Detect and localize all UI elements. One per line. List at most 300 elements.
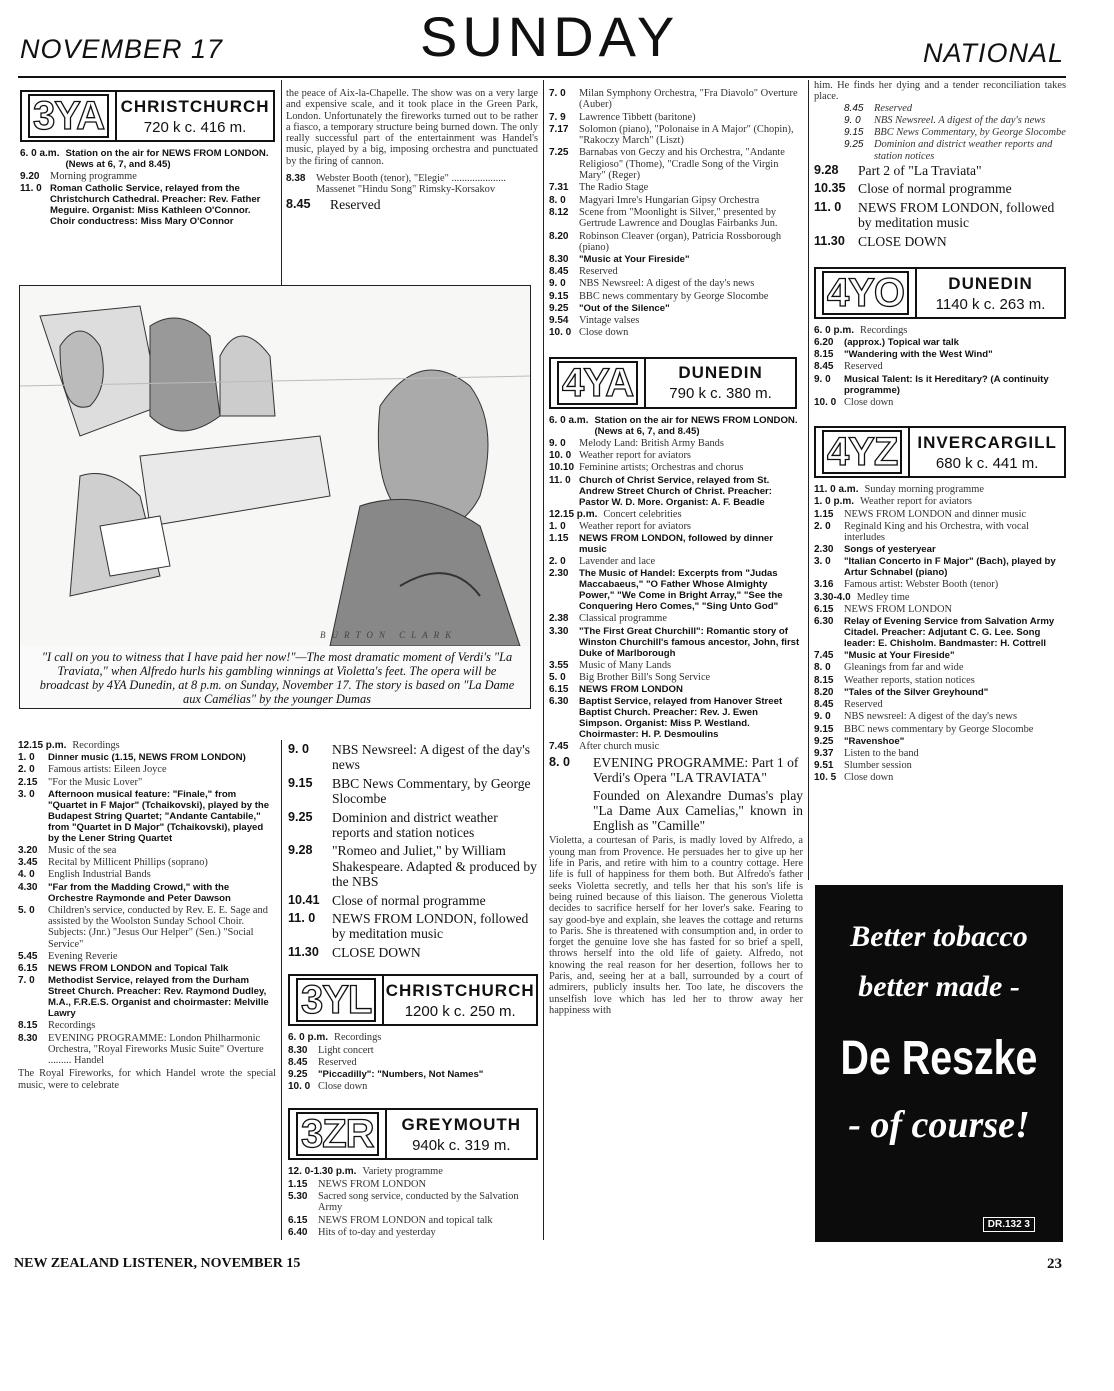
program-item bbox=[814, 748, 1066, 759]
program-time: 9.15 bbox=[288, 775, 313, 790]
program-item bbox=[288, 1045, 538, 1056]
program-time: 3.45 bbox=[18, 857, 38, 869]
program-time: 1. 0 bbox=[549, 520, 566, 532]
program-description: Vintage valses bbox=[579, 315, 640, 327]
program-description: Light concert bbox=[318, 1044, 374, 1056]
program-description: Station on the air for NEWS FROM LONDON. (News at 6, 7, and 8.45) bbox=[65, 148, 269, 170]
program-item bbox=[288, 1179, 538, 1190]
program-item bbox=[549, 509, 803, 520]
program-description: Recordings bbox=[48, 1020, 96, 1032]
program-time: 5. 0 bbox=[549, 672, 566, 684]
program-time: 8.45 bbox=[286, 196, 311, 211]
program-item bbox=[814, 662, 1066, 673]
program-description: Variety programme bbox=[362, 1166, 443, 1178]
evening-programme-4ya: 8. 0 EVENING PROGRAMME: Part 1 of Verdi's Opera "LA TRAVIATA" bbox=[549, 754, 799, 786]
program-item bbox=[814, 361, 1066, 372]
column-divider bbox=[281, 80, 282, 286]
program-description: Melody Land: British Army Bands bbox=[579, 437, 724, 449]
program-description: Church of Christ Service, relayed from St. Andrew Street Church of Christ. Preacher: Pastor W. D. More. Organist: A. F. Beadle bbox=[579, 474, 772, 508]
program-description: "Music at Your Fireside" bbox=[579, 254, 690, 266]
program-description: Solomon (piano), "Polonaise in A Major" (Chopin), "Rakoczy March" (Liszt) bbox=[579, 123, 794, 147]
program-item bbox=[20, 148, 275, 170]
program-item bbox=[20, 171, 275, 182]
illustration-signature: BURTON CLARK bbox=[320, 630, 458, 640]
program-time: 1. 0 p.m. bbox=[814, 496, 855, 508]
program-time: 10. 0 bbox=[549, 327, 572, 339]
program-time: 8.15 bbox=[18, 1020, 38, 1032]
station-city: DUNEDIN bbox=[948, 273, 1033, 293]
program-description: Methodist Service, relayed from the Durham Street Church. Preacher: Rev. Raymond Dudley, M.A., F.R.E.S. Organist and choirmaster: Melville Lawry bbox=[48, 975, 269, 1020]
program-time: 9.54 bbox=[549, 315, 569, 327]
program-item bbox=[549, 696, 803, 740]
program-item bbox=[18, 845, 276, 856]
program-time: 9.15 bbox=[814, 723, 834, 735]
column-4yo-4yz bbox=[814, 80, 1066, 880]
program-time: 2. 0 bbox=[549, 556, 566, 568]
program-description: After church music bbox=[579, 741, 660, 753]
program-time: 8.30 bbox=[18, 1032, 38, 1044]
program-item bbox=[18, 777, 276, 788]
program-time: 3.30 bbox=[549, 625, 569, 637]
program-time: 7.45 bbox=[814, 650, 834, 662]
program-description: Station on the air for NEWS FROM LONDON. (News at 6, 7, and 8.45) bbox=[594, 414, 798, 437]
page-day: SUNDAY bbox=[420, 5, 680, 68]
program-description: BBC News Commentary, by George Slocombe bbox=[332, 775, 531, 807]
program-item bbox=[814, 200, 1066, 231]
program-item bbox=[814, 521, 1066, 544]
program-list bbox=[814, 163, 1066, 249]
program-item bbox=[288, 1191, 538, 1214]
program-time: 2.30 bbox=[814, 544, 834, 556]
program-time: 2. 0 bbox=[814, 520, 831, 532]
program-description: NEWS FROM LONDON bbox=[844, 604, 952, 616]
program-item bbox=[549, 684, 803, 695]
program-time: 10.35 bbox=[814, 181, 846, 196]
station-banner-3zr bbox=[288, 1108, 538, 1160]
program-item bbox=[549, 475, 803, 508]
program-time: 9. 0 bbox=[549, 437, 566, 449]
program-item bbox=[814, 616, 1066, 649]
program-description: Barnabas von Geczy and his Orchestra, "Andante Religioso" (Thome), "Cradle Song of the Virgin Mary" (Reger) bbox=[579, 147, 785, 182]
program-time: 6.30 bbox=[549, 696, 569, 708]
program-time: 6.15 bbox=[18, 963, 38, 975]
program-list bbox=[286, 173, 538, 212]
program-item bbox=[549, 462, 803, 473]
program-item bbox=[18, 752, 276, 763]
program-description: Lavender and lace bbox=[579, 556, 656, 568]
program-description: BBC news commentary by George Slocombe bbox=[579, 290, 769, 302]
program-description: Hits of to-day and yesterday bbox=[318, 1226, 436, 1238]
program-item bbox=[549, 147, 803, 181]
program-description: English Industrial Bands bbox=[48, 869, 151, 881]
station-banner-4yz bbox=[814, 426, 1066, 478]
program-list bbox=[288, 1166, 538, 1238]
program-item bbox=[814, 556, 1066, 578]
program-description: Baptist Service, relayed from Hanover Street Baptist Church. Preacher: Rev. J. Ewen Simpson. Organist: Miss P. Westland. Choirmaster: H. P. Desmoulins bbox=[579, 696, 783, 741]
program-item bbox=[549, 450, 803, 461]
program-description: Part 2 of "La Traviata" bbox=[858, 163, 982, 179]
program-description: Close down bbox=[579, 327, 629, 339]
program-description: Gleanings from far and wide bbox=[844, 662, 964, 674]
program-item bbox=[549, 195, 803, 206]
program-time: 2.38 bbox=[549, 613, 569, 625]
program-time: 11. 0 bbox=[288, 911, 316, 926]
program-description: Listen to the band bbox=[844, 747, 919, 759]
program-time: 8.45 bbox=[814, 698, 834, 710]
column-divider bbox=[808, 80, 809, 880]
program-description: NBS Newsreel. A digest of the day's news bbox=[874, 114, 1046, 126]
program-item bbox=[814, 579, 1066, 590]
traviata-story-end: him. He finds her dying and a tender reconciliation takes place. bbox=[814, 80, 1066, 103]
program-item bbox=[814, 397, 1066, 408]
program-time: 9.25 bbox=[288, 1069, 308, 1081]
program-description: "Out of the Silence" bbox=[579, 303, 670, 315]
program-item bbox=[18, 869, 276, 880]
column-3ya-continued bbox=[286, 88, 538, 286]
program-description: Recordings bbox=[334, 1032, 382, 1044]
program-time: 11. 0 a.m. bbox=[814, 484, 859, 495]
program-description: Recordings bbox=[72, 740, 120, 751]
program-list bbox=[18, 740, 276, 1066]
program-time: 9. 0 bbox=[549, 278, 566, 290]
callsign: 4YZ bbox=[816, 428, 908, 476]
program-item bbox=[288, 843, 538, 889]
program-item bbox=[18, 1020, 276, 1031]
program-description: Close of normal programme bbox=[858, 181, 1012, 197]
column-divider bbox=[543, 80, 544, 1240]
program-description: "Piccadilly": "Numbers, Not Names" bbox=[318, 1069, 484, 1081]
program-item bbox=[286, 197, 538, 212]
program-time: 9.25 bbox=[844, 139, 864, 151]
program-description: Dinner music (1.15, NEWS FROM LONDON) bbox=[48, 752, 246, 764]
program-time: 5.45 bbox=[18, 950, 38, 962]
program-item bbox=[814, 699, 1066, 710]
program-description: Close down bbox=[844, 396, 894, 408]
program-description: Music of the sea bbox=[48, 844, 117, 856]
program-time: 7. 0 bbox=[549, 88, 566, 99]
program-item bbox=[549, 112, 803, 123]
program-time: 6. 0 p.m. bbox=[814, 325, 855, 337]
program-description: Weather report for aviators bbox=[579, 520, 691, 532]
program-description: Music of Many Lands bbox=[579, 659, 672, 671]
program-time: 12.15 p.m. bbox=[18, 740, 67, 751]
program-description: Musical Talent: Is it Hereditary? (A continuity programme) bbox=[844, 373, 1049, 396]
program-time: 8. 0 bbox=[814, 662, 831, 674]
program-time: 6.15 bbox=[549, 684, 569, 696]
program-time: 3.55 bbox=[549, 659, 569, 671]
station-frequency: 720 k c. 416 m. bbox=[143, 118, 247, 136]
program-time: 3. 0 bbox=[814, 556, 831, 568]
traviata-story: Violetta, a courtesan of Paris, is madly loved by Alfredo, a young man from Provence. He persuades her to give up her life in Paris, and retire with him to a country cottage. Here life is full of happiness for them both. But Alfredo's father seeks Violetta secretly, and tells her that his son's life is being ruined because of this liaison. The generous Violetta decides to sacrifice herself for her lover's sake. Fearing to say good-bye and explain, she leaves the cottage and returns to Paris. She is threatened with consumption and, in order to forget the genuine love she has fasted for so brief a spell, throws herself into the old life of gaiety. Alfredo, not knowing the real reason for her desertion, follows her to Paris, and, seeing her at a ball, surrounded by a court of admirers, publicly insults her. Too late, he discovers the unselfish love which has led her to throw away her happiness with bbox=[549, 835, 803, 1016]
program-description: Lawrence Tibbett (baritone) bbox=[579, 111, 696, 123]
program-time: 11. 0 bbox=[814, 199, 842, 214]
program-time: 9.15 bbox=[549, 290, 569, 302]
station-frequency: 680 k c. 441 m. bbox=[935, 454, 1039, 472]
program-time: 10. 5 bbox=[814, 772, 837, 784]
program-item bbox=[844, 103, 1066, 114]
program-description: "Music at Your Fireside" bbox=[844, 650, 955, 662]
program-time: 12. 0-1.30 p.m. bbox=[288, 1166, 357, 1178]
program-item bbox=[18, 963, 276, 974]
program-item bbox=[288, 893, 538, 908]
program-list bbox=[814, 484, 1066, 784]
program-description: Afternoon musical feature: "Finale," from "Quartet in F Major" (Tchaikovski), played by the Budapest String Quartet; "Andante Cantabile," from "Quartet in D Major" (Tchaikovski), played by the Lener String Quartet bbox=[48, 788, 270, 844]
program-time: 8.15 bbox=[814, 349, 834, 361]
program-time: 9.25 bbox=[288, 809, 313, 824]
program-item bbox=[18, 882, 276, 904]
program-description: Close down bbox=[318, 1081, 368, 1093]
program-time: 6. 0 a.m. bbox=[549, 414, 589, 426]
program-description: NEWS FROM LONDON and dinner music bbox=[844, 508, 1027, 520]
program-item bbox=[286, 173, 538, 196]
program-item bbox=[549, 254, 803, 265]
program-item bbox=[549, 556, 803, 567]
program-description: Recordings bbox=[860, 325, 908, 337]
program-description: "Tales of the Silver Greyhound" bbox=[844, 686, 989, 698]
program-item bbox=[18, 857, 276, 868]
program-description: Big Brother Bill's Song Service bbox=[579, 672, 711, 684]
program-time: 9.28 bbox=[288, 843, 313, 858]
program-description: "The First Great Churchill": Romantic story of Winston Churchill's famous ancestor, John, first Duke of Marlborough bbox=[579, 625, 800, 659]
program-list bbox=[288, 1032, 538, 1092]
program-list bbox=[20, 148, 275, 227]
program-description: Morning programme bbox=[50, 171, 137, 182]
program-time: 11. 0 bbox=[20, 183, 42, 195]
program-item bbox=[549, 88, 803, 111]
program-item bbox=[18, 789, 276, 844]
program-description: Evening Reverie bbox=[48, 950, 118, 962]
program-item bbox=[549, 533, 803, 555]
program-description: The Music of Handel: Excerpts from "Judas Maccabaeus," "O Father Whose Almighty Power," "We Come in Bright Array," "See the Conquering Hero Comes," "Sing Unto God" bbox=[579, 568, 783, 613]
callsign: 3ZR bbox=[290, 1110, 385, 1158]
program-item bbox=[814, 496, 1066, 507]
program-item bbox=[814, 163, 1066, 178]
ad-code: DR.132 3 bbox=[983, 1217, 1035, 1232]
page-number: 23 bbox=[1047, 1256, 1062, 1272]
program-description: Sacred song service, conducted by the Salvation Army bbox=[318, 1191, 519, 1214]
program-item bbox=[844, 139, 1066, 162]
program-time: 1.15 bbox=[549, 533, 569, 545]
program-item bbox=[549, 182, 803, 193]
program-time: 6.20 bbox=[814, 337, 834, 349]
program-time: 8.30 bbox=[288, 1044, 308, 1056]
program-time: 6.40 bbox=[288, 1226, 308, 1238]
program-item bbox=[549, 207, 803, 230]
program-time: 6.30 bbox=[814, 616, 834, 628]
program-description: NEWS FROM LONDON and Topical Talk bbox=[48, 963, 229, 975]
ad-brand: De Reszke bbox=[840, 1032, 1038, 1085]
program-item bbox=[288, 776, 538, 807]
program-time: 7.17 bbox=[549, 123, 569, 135]
program-time: 9.37 bbox=[814, 747, 834, 759]
program-time: 10.10 bbox=[549, 462, 575, 474]
program-item bbox=[814, 325, 1066, 336]
program-time: 12.15 p.m. bbox=[549, 508, 598, 520]
program-time: 3.20 bbox=[18, 844, 38, 856]
program-description: Reserved bbox=[844, 361, 883, 373]
program-time: 9. 0 bbox=[844, 114, 861, 126]
program-time: 7.25 bbox=[549, 147, 569, 159]
program-item bbox=[814, 484, 1066, 495]
program-time: 11.30 bbox=[288, 944, 319, 959]
program-time: 2.15 bbox=[18, 776, 38, 788]
program-time: 9.15 bbox=[844, 127, 864, 139]
program-description: Magyari Imre's Hungarian Gipsy Orchestra bbox=[579, 194, 760, 206]
station-frequency: 790 k c. 380 m. bbox=[669, 385, 772, 403]
program-time: 3.16 bbox=[814, 579, 834, 591]
program-item bbox=[288, 911, 538, 942]
program-item bbox=[549, 672, 803, 683]
program-time: 1. 0 bbox=[18, 752, 35, 764]
program-time: 8.12 bbox=[549, 206, 569, 218]
program-time: 9.51 bbox=[814, 760, 834, 772]
program-item bbox=[814, 349, 1066, 360]
program-description: Robinson Cleaver (organ), Patricia Rossborough (piano) bbox=[579, 230, 782, 253]
program-description: Famous artists: Eileen Joyce bbox=[48, 764, 167, 776]
program-list bbox=[549, 415, 803, 753]
traviata-founded: Founded on Alexandre Dumas's play "La Dame Aux Camelias," known in English as "Camille" bbox=[593, 788, 803, 834]
program-description: The Radio Stage bbox=[579, 182, 649, 194]
program-time: 6. 0 a.m. bbox=[20, 148, 60, 159]
program-item bbox=[814, 234, 1066, 249]
program-time: 7.31 bbox=[549, 182, 569, 194]
program-description: Close of normal programme bbox=[332, 892, 486, 908]
program-description: Medley time bbox=[856, 591, 910, 603]
program-item bbox=[18, 1033, 276, 1067]
program-description: Recital by Millicent Phillips (soprano) bbox=[48, 857, 208, 869]
program-description: "For the Music Lover" bbox=[48, 776, 143, 788]
program-description: "Romeo and Juliet," by William Shakespeare. Adapted & produced by the NBS bbox=[332, 843, 537, 890]
program-list bbox=[549, 88, 803, 339]
program-item bbox=[18, 951, 276, 962]
program-time: 8.45 bbox=[288, 1056, 308, 1068]
program-description: Milan Symphony Orchestra, "Fra Diavolo" Overture (Auber) bbox=[579, 88, 798, 111]
program-time: 6.15 bbox=[288, 1214, 308, 1226]
program-time: 8.15 bbox=[814, 674, 834, 686]
station-banner-3yl bbox=[288, 974, 538, 1026]
program-time: 9.28 bbox=[814, 163, 839, 178]
program-description: Feminine artists; Orchestras and chorus bbox=[579, 462, 744, 474]
program-item bbox=[814, 675, 1066, 686]
program-item bbox=[549, 660, 803, 671]
program-description: Weather report for aviators bbox=[579, 449, 691, 461]
program-description: Children's service, conducted by Rev. E. E. Sage and assisted by the Woolston Sunday School Choir. Subjects: (Jnr.) "Jesus Our Helper" (Sen.) "Social Service" bbox=[48, 904, 268, 950]
program-item bbox=[549, 266, 803, 277]
column-3ya-evening bbox=[288, 742, 538, 1240]
program-item bbox=[288, 1057, 538, 1068]
program-description: EVENING PROGRAMME: London Philharmonic Orchestra, "Royal Fireworks Music Suite" Overture ......... Handel bbox=[48, 1032, 264, 1067]
station-frequency: 940k c. 319 m. bbox=[412, 1136, 511, 1154]
station-city: INVERCARGILL bbox=[917, 432, 1057, 452]
program-description: BBC news commentary by George Slocombe bbox=[844, 723, 1034, 735]
opera-illustration bbox=[19, 285, 531, 709]
program-description: Slumber session bbox=[844, 760, 912, 772]
callsign: 4YA bbox=[551, 359, 644, 407]
program-time: 11.30 bbox=[814, 233, 845, 248]
program-description: Roman Catholic Service, relayed from the Christchurch Cathedral. Preacher: Rev. Father Meguire. Organist: Miss Kathleen O'Connor. Choir conductress: Miss Mary O'Connor bbox=[50, 183, 261, 228]
program-time: 4.30 bbox=[18, 881, 38, 893]
program-time: 8.45 bbox=[814, 361, 834, 373]
program-item bbox=[18, 905, 276, 950]
program-item bbox=[549, 626, 803, 659]
program-description: NEWS FROM LONDON and topical talk bbox=[318, 1214, 493, 1226]
program-item bbox=[814, 181, 1066, 196]
program-item bbox=[549, 741, 803, 752]
program-item bbox=[288, 1166, 538, 1177]
program-time: 9.20 bbox=[20, 171, 40, 182]
program-time: 5. 0 bbox=[18, 904, 35, 916]
callsign: 4YO bbox=[816, 269, 915, 317]
program-list bbox=[814, 325, 1066, 408]
program-description: NEWS FROM LONDON bbox=[318, 1178, 426, 1190]
program-time: 3. 0 bbox=[18, 788, 35, 800]
program-item bbox=[549, 124, 803, 147]
program-description: Close down bbox=[844, 772, 894, 784]
program-description: Relay of Evening Service from Salvation Army Citadel. Preacher: Adjutant C. G. Lee. Song leader: E. Chisholm. Bandmaster: H. Cottrell bbox=[844, 616, 1055, 650]
program-time: 1.15 bbox=[288, 1178, 308, 1190]
program-time: 3.30-4.0 bbox=[814, 591, 851, 603]
program-description: NEWS FROM LONDON, followed by dinner music bbox=[579, 533, 774, 556]
program-time: 2. 0 bbox=[18, 764, 35, 776]
ad-line-1: Better tobacco bbox=[850, 920, 1028, 953]
page-section: NATIONAL bbox=[922, 38, 1064, 68]
program-item bbox=[814, 337, 1066, 348]
program-description: Weather reports, station notices bbox=[844, 674, 975, 686]
program-time: 8.30 bbox=[549, 254, 569, 266]
program-time: 9.25 bbox=[814, 735, 834, 747]
station-city: DUNEDIN bbox=[678, 363, 763, 383]
program-description: Songs of yesteryear bbox=[844, 544, 936, 556]
program-item bbox=[814, 544, 1066, 555]
program-item bbox=[288, 1069, 538, 1080]
program-description: Reserved bbox=[874, 102, 913, 114]
program-description: Classical programme bbox=[579, 613, 668, 625]
station-city: CHRISTCHURCH bbox=[120, 96, 270, 116]
program-description: Famous artist: Webster Booth (tenor) bbox=[844, 579, 999, 591]
program-description: NBS Newsreel: A digest of the day's news bbox=[579, 278, 755, 290]
program-list bbox=[814, 103, 1066, 162]
program-time: 5.30 bbox=[288, 1191, 308, 1203]
column-3ya-afternoon bbox=[18, 740, 276, 1240]
program-description: "Far from the Madding Crowd," with the Orchestre Raymonde and Peter Dawson bbox=[48, 881, 231, 904]
program-description: Weather report for aviators bbox=[860, 496, 972, 508]
program-item bbox=[814, 687, 1066, 698]
callsign: 3YA bbox=[22, 92, 115, 140]
program-description: Concert celebrities bbox=[603, 508, 682, 520]
program-time: 11. 0 bbox=[549, 474, 571, 486]
program-item bbox=[549, 613, 803, 624]
program-description: CLOSE DOWN bbox=[858, 233, 947, 249]
program-time: 10.41 bbox=[288, 892, 320, 907]
program-item bbox=[814, 736, 1066, 747]
station-city: CHRISTCHURCH bbox=[385, 980, 535, 1000]
program-description: NEWS FROM LONDON, followed by meditation music bbox=[332, 911, 529, 942]
program-description: Sunday morning programme bbox=[864, 484, 984, 495]
program-item bbox=[814, 760, 1066, 771]
program-time: 9. 0 bbox=[814, 373, 831, 385]
program-description: NBS Newsreel: A digest of the day's news bbox=[332, 742, 531, 773]
program-description: Scene from "Moonlight is Silver," presented by Gertrude Lawrence and Douglas Fairbanks Jun. bbox=[579, 206, 778, 230]
program-item bbox=[288, 1032, 538, 1043]
program-item bbox=[549, 327, 803, 338]
program-time: 9. 0 bbox=[814, 711, 831, 723]
program-description: NEWS FROM LONDON, followed by meditation music bbox=[858, 199, 1055, 231]
illustration-drawing bbox=[20, 286, 531, 646]
program-item bbox=[288, 1215, 538, 1226]
column-divider bbox=[281, 740, 282, 1240]
program-description: "Wandering with the West Wind" bbox=[844, 349, 993, 361]
program-item bbox=[549, 521, 803, 532]
